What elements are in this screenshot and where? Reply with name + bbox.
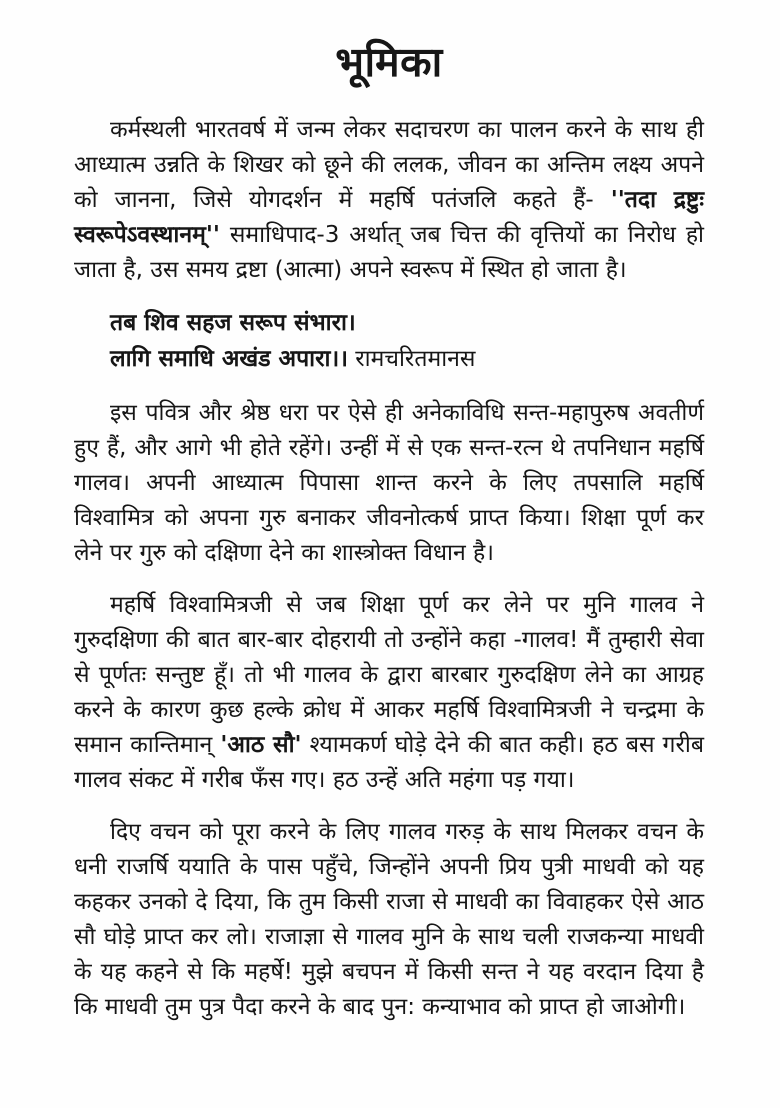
text-segment: कर्मस्थली भारतवर्ष में जन्म लेकर सदाचरण का पालन करने के साथ ही आध्यात्म उन्नति के शिखर को छूने की ललक, जीवन का अन्तिम लक्ष्य अपने को जानना, जिसे योगदर्शन में महर्षि पतंजलि कहते हैं- [74, 117, 704, 214]
verse-text: तब शिव सहज सरूप संभारा। [110, 310, 356, 337]
page-title: भूमिका [335, 38, 443, 86]
paragraph-saints: इस पवित्र और श्रेष्ठ धरा पर ऐसे ही अनेकाविधि सन्त-महापुरुष अवतीर्ण हुए हैं, और आगे भी होते रहेंगे। उन्हीं में से एक सन्त-रत्न थे तपनिधान महर्षि गालव। अपनी आध्यात्म पिपासा शान्त करने के लिए तपसालि महर्षि विश्वामित्र को अपना गुरु बनाकर जीवनोत्कर्ष प्राप्त किया। शिक्षा पूर्ण कर लेने पर गुरु को दक्षिणा देने का शास्त्रोक्त विधान है। [74, 400, 704, 567]
paragraph-intro [74, 113, 704, 288]
verse-text: लागि समाधि अखंड अपारा।। [110, 346, 348, 373]
paragraph-gurudakshina [74, 588, 704, 798]
verse-block [110, 305, 704, 377]
verse-line-2 [110, 341, 704, 377]
text-segment: श्यामकर्ण घोड़े देने की बात कही। हठ बस गरीब गालव संकट में गरीब फँस गए। हठ उन्हें अति महंगा पड़ गया। [74, 732, 705, 794]
text-segment: समाधिपाद-3 अर्थात् जब चित्त की वृत्तियों का निरोध हो जाता है, उस समय द्रष्टा (आत्मा) अपने स्वरूप में स्थित हो जाता है। [74, 222, 704, 284]
sanskrit-sutra-quote: ''तदा द्रष्टुः स्वरूपेऽवस्थानम्'' [74, 187, 704, 249]
verse-line-1 [110, 305, 704, 341]
paragraph-madhavi: दिए वचन को पूरा करने के लिए गालव गरुड़ के साथ मिलकर वचन के धनी राजर्षि ययाति के पास पहुँचे, जिन्होंने अपनी प्रिय पुत्री माधवी को यह कहकर उनको दे दिया, कि तुम किसी राजा से माधवी का विवाहकर ऐसे आठ सौ घोड़े प्राप्त कर लो। राजाज्ञा से गालव मुनि के साथ चली राजकन्या माधवी के यह कहने से कि महर्षे! मुझे बचपन में किसी सन्त ने यह वरदान दिया है कि माधवी तुम पुत्र पैदा करने के बाद पुन: कन्याभाव को प्राप्त हो जाओगी। [74, 819, 704, 1021]
text-segment: महर्षि विश्वामित्रजी से जब शिक्षा पूर्ण कर लेने पर मुनि गालव ने गुरुदक्षिणा की बात बार-बार दोहरायी तो उन्होंने कहा -गालव! मैं तुम्हारी सेवा से पूर्णतः सन्तुष्ट हूँ। तो भी गालव के द्वारा बारबार गुरुदक्षिण लेने का आग्रह करने के कारण कुछ हल्के क्रोध में आकर महर्षि विश्वामित्रजी ने चन्द्रमा के समान कान्तिमान् [74, 592, 704, 759]
emphasis-eight-hundred: 'आठ सौ' [220, 732, 302, 759]
verse-source: रामचरितमानस [355, 346, 476, 373]
